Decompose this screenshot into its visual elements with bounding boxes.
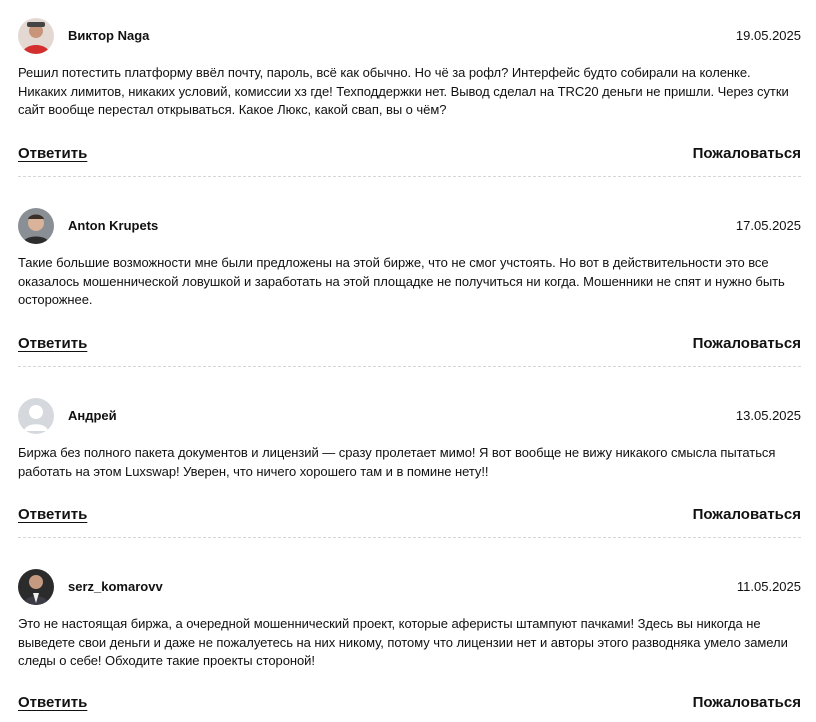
comment-actions [18, 505, 801, 525]
comment-item [18, 18, 801, 164]
comment-author: Андрей [68, 408, 117, 423]
comment-date: 11.05.2025 [736, 579, 801, 594]
comment-date: 19.05.2025 [735, 28, 801, 43]
comment-header [18, 569, 801, 607]
comment-item [18, 208, 801, 354]
user-icon[interactable] [18, 398, 54, 434]
comment-text: Решил потестить платформу ввёл почту, пароль, всё как обычно. Но чё за рофл? Интерфейс будто собирали на коленке. Никаких лимитов, никаких условий, комиссии хз где! Техподдержки нет. Вывод сделал на TRC20 деньги не пришли. Через сутки сайт вообще перестал открываться. Какое Люкс, какой свап, вы о чём? [18, 65, 789, 118]
comment-actions [18, 334, 801, 354]
comment-author: Anton Krupets [68, 218, 159, 233]
reply-link[interactable]: Ответить [18, 506, 88, 524]
comment-actions [18, 693, 801, 713]
comment-item [18, 569, 801, 713]
comment-author: serz_komarovv [68, 579, 163, 594]
comment-text: Такие большие возможности мне были предложены на этой бирже, что не смог учстоять. Но вот в действительности это все оказалось мошеннической ловушкой и заработать на этой площадке не получиться ни когда. Мошенники не спят и нужно быть осторожнее. [18, 255, 785, 308]
report-link[interactable]: Пожаловаться [692, 145, 801, 163]
reply-link[interactable]: Ответить [18, 694, 88, 712]
report-link[interactable]: Пожаловаться [692, 335, 801, 353]
user-avatar[interactable] [18, 18, 54, 54]
reply-link[interactable]: Ответить [18, 145, 88, 163]
comment-header [18, 18, 801, 56]
comment-author: Виктор Naga [68, 28, 150, 43]
reply-link[interactable]: Ответить [18, 335, 88, 353]
comment-divider [18, 176, 801, 177]
user-avatar[interactable] [18, 208, 54, 244]
comment-text: Биржа без полного пакета документов и лицензий — сразу пролетает мимо! Я вот вообще не вижу никакого смысла пытаться работать на этом Luxswap! Уверен, что ничего хорошего там и в помине нету!! [18, 445, 776, 479]
report-link[interactable]: Пожаловаться [692, 506, 801, 524]
report-link[interactable]: Пожаловаться [692, 694, 801, 712]
comment-text: Это не настоящая биржа, а очередной мошеннический проект, которые аферисты штампуют пачками! Здесь вы никогда не выведете свои деньги и даже не пожалуетесь на них никому, потому что лицензии нет и авторы этого разводняка умело замели следы о себе! Обходите такие проекты стороной! [18, 616, 788, 669]
comment-header [18, 398, 801, 436]
comment-date: 13.05.2025 [735, 408, 801, 423]
comment-actions [18, 144, 801, 164]
comment-header [18, 208, 801, 246]
comment-divider [18, 537, 801, 538]
comment-date: 17.05.2025 [735, 218, 801, 233]
comment-item [18, 398, 801, 525]
comment-divider [18, 366, 801, 367]
user-avatar[interactable] [18, 569, 54, 605]
